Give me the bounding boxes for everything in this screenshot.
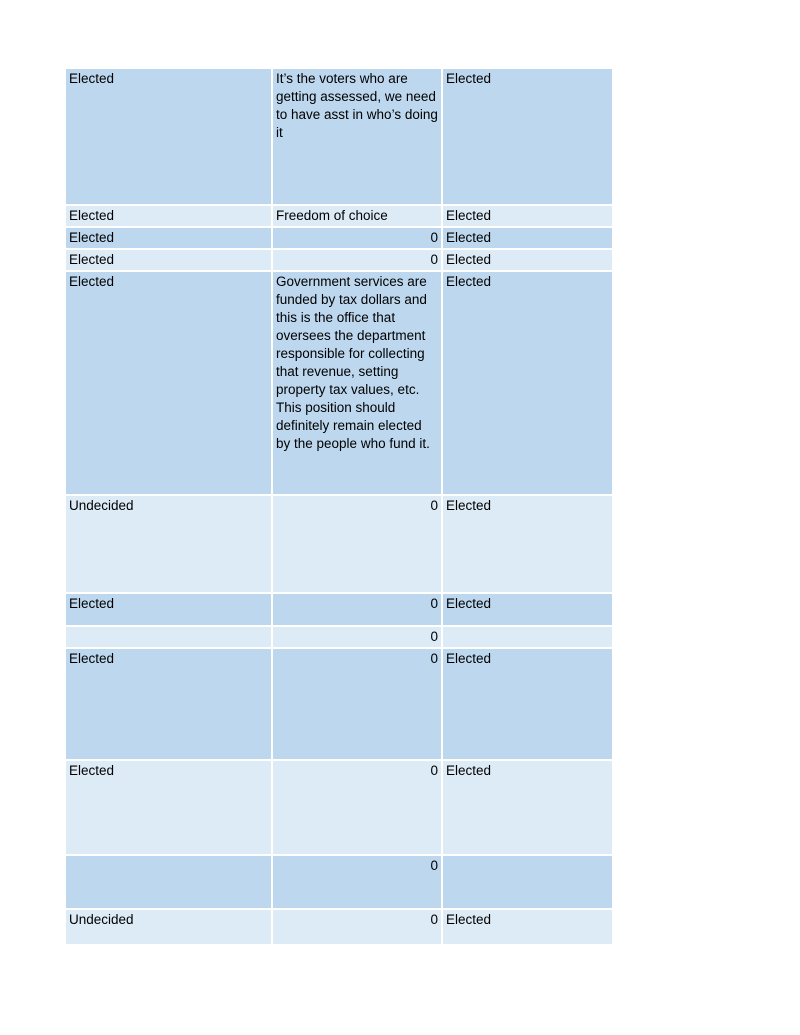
- table-row: [66, 856, 612, 908]
- cell-col1: Elected: [66, 649, 271, 759]
- cell-col1: Undecided: [66, 496, 271, 592]
- table-row: [66, 910, 612, 944]
- table-row: [66, 69, 612, 204]
- cell-col1: Elected: [66, 206, 271, 226]
- table-row: [66, 496, 612, 592]
- table-row: [66, 206, 612, 226]
- cell-col2: Freedom of choice: [273, 206, 441, 226]
- cell-col1: [66, 627, 271, 647]
- cell-col2: 0: [273, 649, 441, 759]
- cell-col2: 0: [273, 910, 441, 944]
- responses-table: [64, 67, 614, 946]
- cell-col1: Elected: [66, 69, 271, 204]
- cell-col2: 0: [273, 627, 441, 647]
- cell-col3: [443, 627, 612, 647]
- cell-col3: Elected: [443, 228, 612, 248]
- table-row: [66, 627, 612, 647]
- table-row: [66, 594, 612, 625]
- cell-col2: 0: [273, 856, 441, 908]
- cell-col3: Elected: [443, 910, 612, 944]
- cell-col2: 0: [273, 250, 441, 270]
- table-row: [66, 272, 612, 494]
- table-row: [66, 649, 612, 759]
- cell-col1: Elected: [66, 272, 271, 494]
- cell-col1: Elected: [66, 594, 271, 625]
- cell-col1: Elected: [66, 761, 271, 854]
- cell-col1: Undecided: [66, 910, 271, 944]
- cell-col3: Elected: [443, 594, 612, 625]
- cell-col2: 0: [273, 496, 441, 592]
- cell-col3: Elected: [443, 250, 612, 270]
- cell-col3: Elected: [443, 496, 612, 592]
- cell-col3: Elected: [443, 272, 612, 494]
- cell-col3: [443, 856, 612, 908]
- cell-col3: Elected: [443, 69, 612, 204]
- cell-col1: Elected: [66, 228, 271, 248]
- table-row: [66, 228, 612, 248]
- cell-col2: 0: [273, 594, 441, 625]
- cell-col2: 0: [273, 228, 441, 248]
- table-row: [66, 250, 612, 270]
- cell-col1: Elected: [66, 250, 271, 270]
- cell-col2: 0: [273, 761, 441, 854]
- cell-col2: Government services are funded by tax dollars and this is the office that oversees the department responsible for collecting that revenue, setting property tax values, etc. This position should definitely remain elected by the people who fund it.: [273, 272, 441, 494]
- cell-col2: It’s the voters who are getting assessed, we need to have asst in who’s doing it: [273, 69, 441, 204]
- table-row: [66, 761, 612, 854]
- cell-col3: Elected: [443, 206, 612, 226]
- cell-col1: [66, 856, 271, 908]
- cell-col3: Elected: [443, 649, 612, 759]
- cell-col3: Elected: [443, 761, 612, 854]
